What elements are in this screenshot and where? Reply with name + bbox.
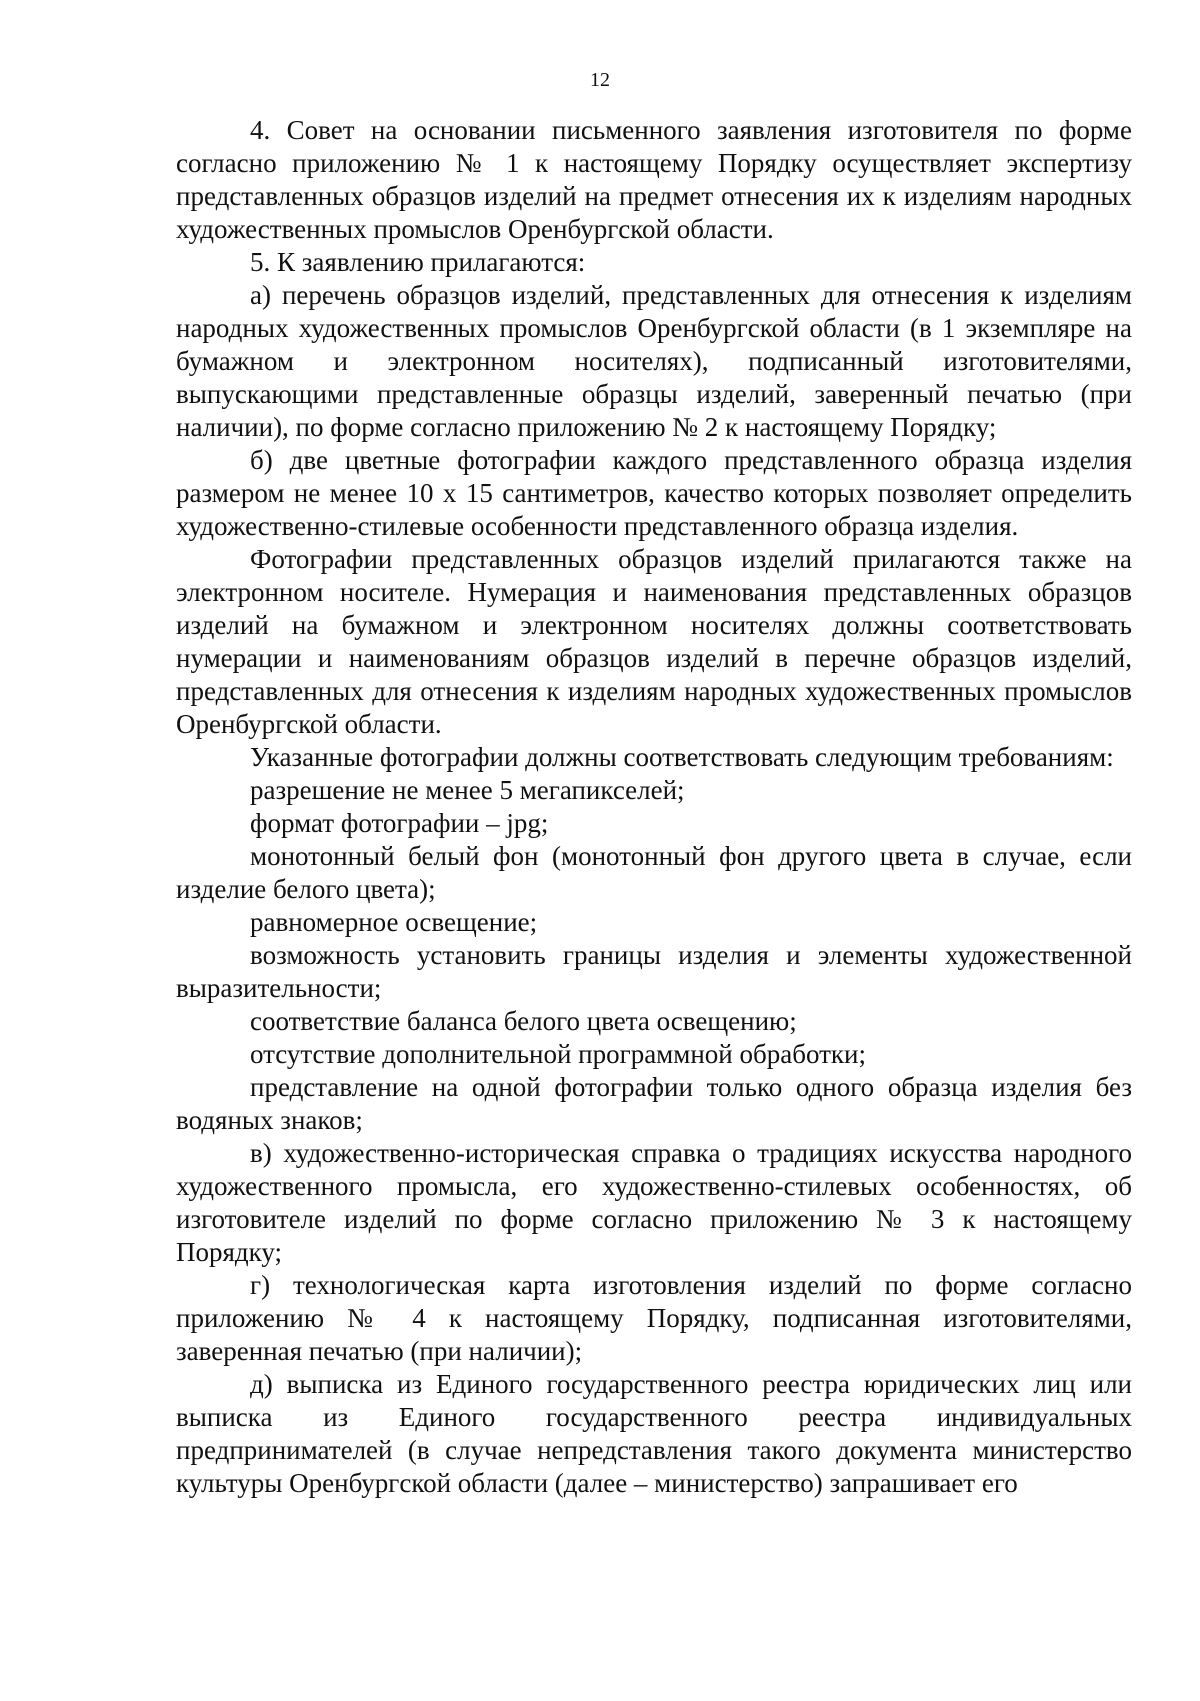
requirement-single-sample: представление на одной фотографии только одного образца изделия без водяных знаков; [176,1072,1132,1135]
paragraph-4-expertise: 4. Совет на основании письменного заявления изготовителя по форме согласно приложению № 1 к настоящему Порядку осуществляет экспертизу представленных образцов изделий на предмет отнесения их к изделиям народных художественных промыслов Оренбургской области. [176,115,1132,244]
paragraph-electronic-media: Фотографии представленных образцов изделий прилагаются также на электронном носителе. Нумерация и наименования представленных образцов изделий на бумажном и электронном носителях должны соответствовать нумерации и наименованиям образцов изделий в перечне образцов изделий, представленных для отнесения к изделиям народных художественных промыслов Оренбургской области. [176,544,1132,739]
requirement-boundaries: возможность установить границы изделия и элементы художественной выразительности; [176,940,1132,1003]
requirement-lighting: равномерное освещение; [250,907,538,937]
item-d-registry-extract: д) выписка из Единого государственного реестра юридических лиц или выписка из Единого государственного реестра индивидуальных предпринимателей (в случае непредставления такого документа министерство культуры Оренбургской области (далее – министерство) запрашивает его [176,1369,1132,1498]
item-a-list-of-samples: а) перечень образцов изделий, представленных для отнесения к изделиям народных художественных промыслов Оренбургской области (в 1 экземпляре на бумажном и электронном носителях), подписанный изготовителями, выпускающими представленные образцы изделий, заверенный печатью (при наличии), по форме согласно приложению № 2 к настоящему Порядку; [176,280,1132,442]
requirement-white-balance: соответствие баланса белого цвета освещению; [250,1006,797,1036]
requirement-resolution: разрешение не менее 5 мегапикселей; [250,775,685,805]
requirement-no-processing: отсутствие дополнительной программной обработки; [250,1039,866,1069]
document-body [176,114,1132,1500]
requirement-format: формат фотографии – jpg; [250,808,549,838]
requirement-background: монотонный белый фон (монотонный фон другого цвета в случае, если изделие белого цвета); [176,841,1132,904]
paragraph-5-attachments: 5. К заявлению прилагаются: [250,247,586,277]
paragraph-photo-requirements: Указанные фотографии должны соответствовать следующим требованиям: [250,742,1114,772]
item-v-historical-reference: в) художественно-историческая справка о традициях искусства народного художественного промысла, его художественно-стилевых особенностях, об изготовителе изделий по форме согласно приложению № 3 к настоящему Порядку; [176,1138,1132,1267]
page-number: 12 [590,69,610,91]
item-b-photographs: б) две цветные фотографии каждого представленного образца изделия размером не менее 10 х 15 сантиметров, качество которых позволяет определить художественно-стилевые особенности представленного образца изделия. [176,445,1132,541]
item-g-technological-card: г) технологическая карта изготовления изделий по форме согласно приложению № 4 к настоящему Порядку, подписанная изготовителями, заверенная печатью (при наличии); [176,1270,1132,1366]
